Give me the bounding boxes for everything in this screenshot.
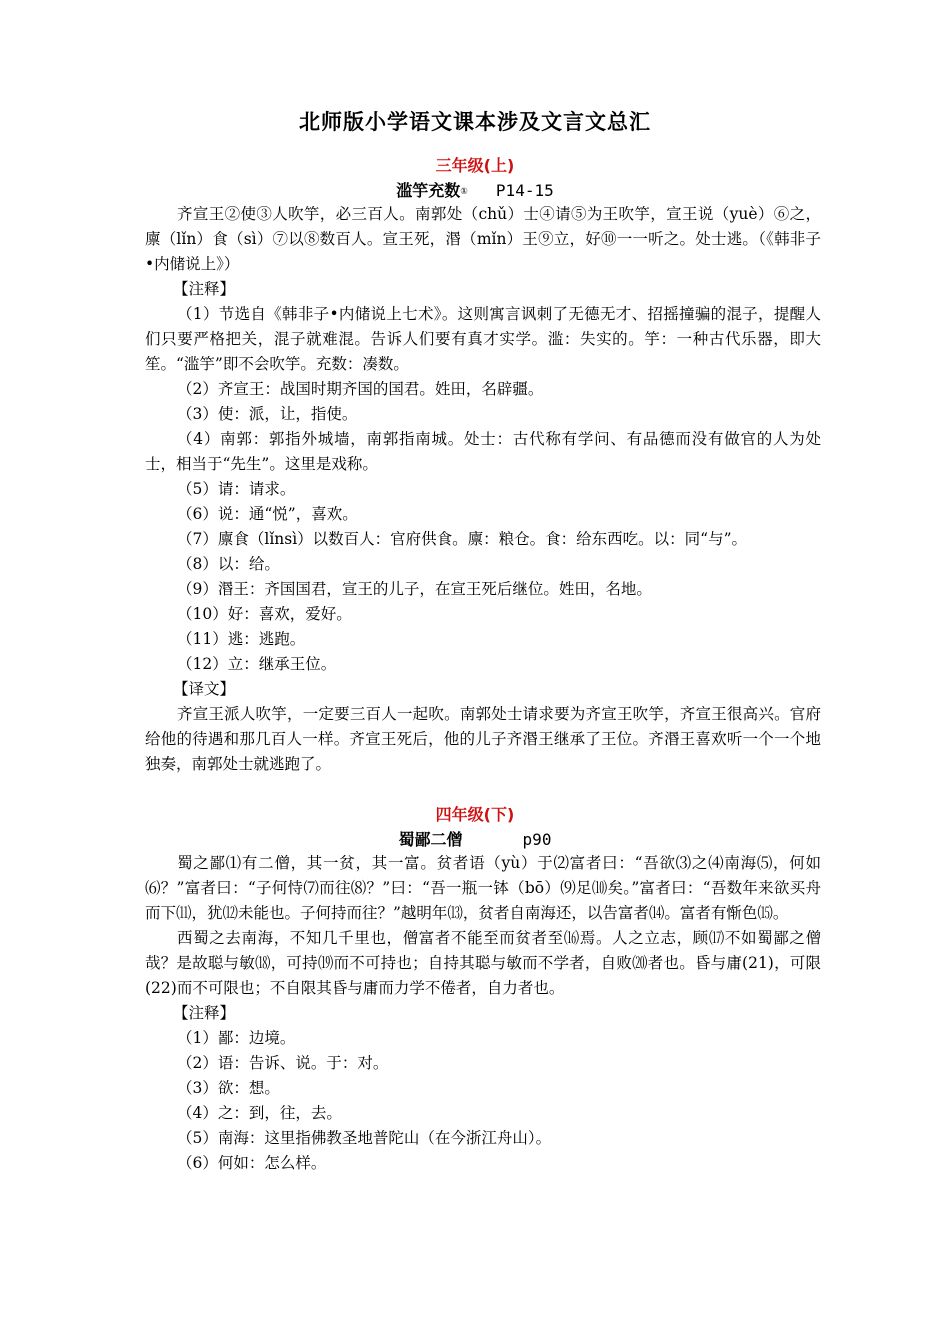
grade-heading-4b: 四年级(下): [435, 805, 515, 824]
classical-text: 西蜀之去南海，不知几千里也，僧富者不能至而贫者至⒃焉。人之立志，顾⒄不如蜀鄙之僧哉？是故聪与敏⒅，可持⒆而不可持也；自持其聪与敏而不学者，自败⒇者也。昏与庸(21)，可限(22)而不可限也；不自限其昏与庸而力学不倦者，自力者也。: [145, 929, 821, 997]
section2-body: [145, 851, 821, 1176]
note-item: （11）逃：逃跑。: [177, 630, 306, 648]
notes-heading: 【注释】: [173, 280, 236, 298]
note-item: （1）节选自《韩非子•内储说上七术》。这则寓言讽刺了无德无才、招摇撞骗的混子，提醒人们只要严格把关，混子就难混。告诉人们要有真才实学。滥：失实的。竽：一种古代乐器，即大笙。“滥竽”即不会吹竽。充数：凑数。: [145, 305, 821, 373]
note-item: （2）齐宣王：战国时期齐国的国君。姓田，名辟疆。: [177, 380, 544, 398]
note-item: （3）欲：想。: [177, 1079, 280, 1097]
notes-heading: 【注释】: [173, 1004, 236, 1022]
document-title: 北师版小学语文课本涉及文言文总汇: [299, 110, 651, 134]
page-reference: P14-15: [495, 181, 554, 200]
story-title-shubi: [0, 827, 950, 850]
note-item: （7）廪食（lǐnsì）以数百人：官府供食。廪：粮仓。食：给东西吃。以：同“与”。: [177, 530, 748, 548]
note-item: （10）好：喜欢，爱好。: [177, 605, 352, 623]
story-title-text: 蜀鄙二僧: [398, 830, 463, 849]
page-reference: p90: [522, 830, 552, 849]
translation-heading: 【译文】: [173, 680, 236, 698]
note-item: （6）何如：怎么样。: [177, 1154, 327, 1172]
note-item: （9）湣王：齐国国君，宣王的儿子，在宣王死后继位。姓田，名地。: [177, 580, 652, 598]
note-item: （5）南海：这里指佛教圣地普陀山（在今浙江舟山）。: [177, 1129, 552, 1147]
grade-heading-3a: 三年级(上): [435, 156, 515, 175]
note-item: （4）之：到，往，去。: [177, 1104, 342, 1122]
classical-text: 蜀之鄙⑴有二僧，其一贫，其一富。贫者语（yù）于⑵富者曰：“吾欲⑶之⑷南海⑸，何如⑹？”富者曰：“子何恃⑺而往⑻？”曰：“吾一瓶一钵（bō）⑼足⑽矣。”富者曰：“吾数年来欲买舟而下⑾，犹⑿未能也。子何持而往？”越明年⒀，贫者自南海还，以告富者⒁。富者有惭色⒂。: [145, 854, 821, 922]
note-item: （12）立：继承王位。: [177, 655, 337, 673]
note-item: （8）以：给。: [177, 555, 280, 573]
translation-text: 齐宣王派人吹竽，一定要三百人一起吹。南郭处士请求要为齐宣王吹竽，齐宣王很高兴。官府给他的待遇和那几百人一样。齐宣王死后，他的儿子齐湣王继承了王位。齐湣王喜欢听一个一个地独奏，南郭处士就逃跑了。: [145, 705, 821, 773]
story-title-lanyu: [0, 178, 950, 201]
story-title-text: 滥竽充数: [396, 181, 461, 200]
note-item: （2）语：告诉、说。于：对。: [177, 1054, 389, 1072]
note-item: （4）南郭：郭指外城墙，南郭指南城。处士：古代称有学问、有品德而没有做官的人为处士，相当于“先生”。这里是戏称。: [145, 430, 821, 473]
section1-body: [145, 202, 821, 777]
note-item: （3）使：派，让，指使。: [177, 405, 358, 423]
footnote-mark: ①: [460, 187, 468, 197]
note-item: （1）鄙：边境。: [177, 1029, 296, 1047]
note-item: （6）说：通“悦”，喜欢。: [177, 505, 358, 523]
note-item: （5）请：请求。: [177, 480, 296, 498]
classical-text: 齐宣王②使③人吹竽，必三百人。南郭处（chǔ）士④请⑤为王吹竽，宣王说（yuè）⑥之，廪（lǐn）食（sì）⑦以⑧数百人。宣王死，湣（mǐn）王⑨立，好⑩一一听之。处士逃。（《韩非子•内储说上》）: [145, 205, 821, 273]
